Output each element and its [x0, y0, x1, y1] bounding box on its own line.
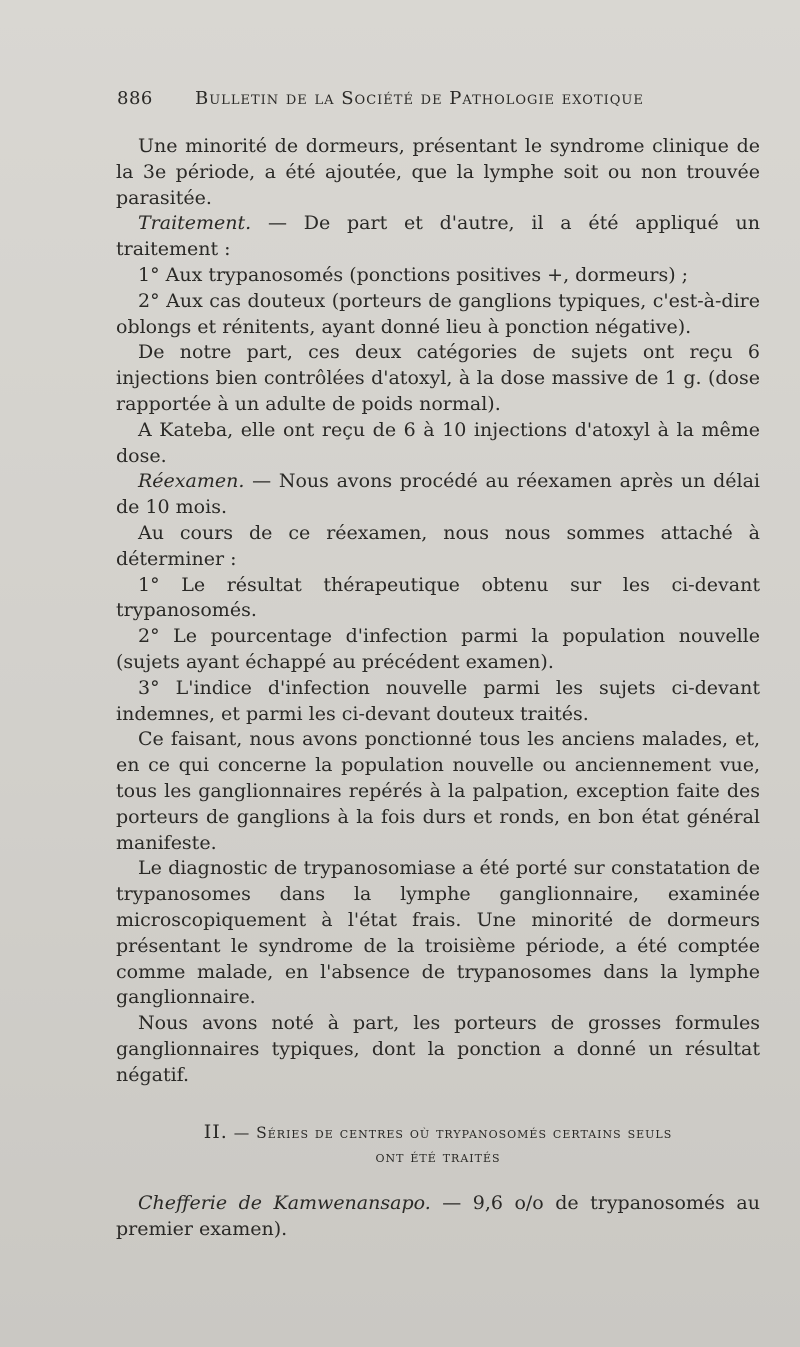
paragraph: 2° Le pourcentage d'infection parmi la population nouvelle (sujets ayant échappé au précédent examen).: [116, 625, 760, 673]
paragraph-traitement: [116, 211, 760, 263]
section-heading-line1: [116, 1120, 760, 1145]
body-text: [116, 134, 760, 1243]
spacer: [116, 1169, 760, 1191]
traitement-label: Traitement.: [138, 212, 252, 235]
paragraph: Le diagnostic de trypanosomiase a été porté sur constatation de trypanosomes dans la lymphe ganglionnaire, examinée microscopiquement à l'état frais. Une minorité de dormeurs présentant le syndrome de la troisième période, a été comptée comme malade, en l'absence de trypanosomes dans la lymphe ganglionnaire.: [116, 857, 760, 1009]
reexamen-text: — Nous avons procédé au réexamen après un délai de 10 mois.: [116, 470, 760, 519]
paragraph-reexamen: [116, 469, 760, 521]
reexamen-label: Réexamen.: [138, 470, 245, 493]
journal-title: Bulletin de la Société de Pathologie exotique: [195, 88, 644, 109]
section-title-line2: ont été traités: [375, 1148, 501, 1167]
traitement-text: — De part et d'autre, il a été appliqué un traitement :: [116, 212, 760, 261]
section-numeral: II.: [203, 1121, 228, 1144]
running-header: [117, 88, 677, 109]
page-number: 886: [117, 88, 153, 109]
section-heading: [116, 1120, 760, 1169]
paragraph: Ce faisant, nous avons ponctionné tous les anciens malades, et, en ce qui concerne la population nouvelle ou anciennement vue, tous les ganglionnaires repérés à la palpation, exception faite des porteurs de ganglions à la fois durs et ronds, en bon état général manifeste.: [116, 728, 760, 854]
section-dash: —: [227, 1124, 257, 1143]
paragraph: De notre part, ces deux catégories de sujets ont reçu 6 injections bien contrôlées d'atoxyl, à la dose massive de 1 g. (dose rapportée à un adulte de poids normal).: [116, 341, 760, 415]
paragraph: Au cours de ce réexamen, nous nous sommes attaché à déterminer :: [116, 521, 760, 570]
paragraph: 1° Le résultat thérapeutique obtenu sur les ci-devant trypanosomés.: [116, 573, 760, 622]
paragraph: 2° Aux cas douteux (porteurs de ganglions typiques, c'est-à-dire oblongs et rénitents, ayant donné lieu à ponction négative).: [116, 289, 760, 338]
paragraph: 3° L'indice d'infection nouvelle parmi les sujets ci-devant indemnes, et parmi les ci-devant douteux traités.: [116, 676, 760, 725]
paragraph-chefferie: [116, 1191, 760, 1243]
paragraph: Nous avons noté à part, les porteurs de grosses formules ganglionnaires typiques, dont la ponction a donné un résultat négatif.: [116, 1012, 760, 1086]
paragraph: Une minorité de dormeurs, présentant le syndrome clinique de la 3e période, a été ajoutée, que la lymphe soit ou non trouvée parasitée.: [116, 135, 760, 209]
chefferie-text: — 9,6 o/o de trypanosomés au premier examen).: [116, 1192, 760, 1241]
paragraph: 1° Aux trypanosomés (ponctions positives +, dormeurs) ;: [138, 263, 689, 286]
chefferie-label: Chefferie de Kamwenansapo.: [138, 1192, 431, 1215]
paragraph: A Kateba, elle ont reçu de 6 à 10 injections d'atoxyl à la même dose.: [116, 418, 760, 467]
section-title-line1: Séries de centres où trypanosomés certains seuls: [256, 1124, 673, 1143]
